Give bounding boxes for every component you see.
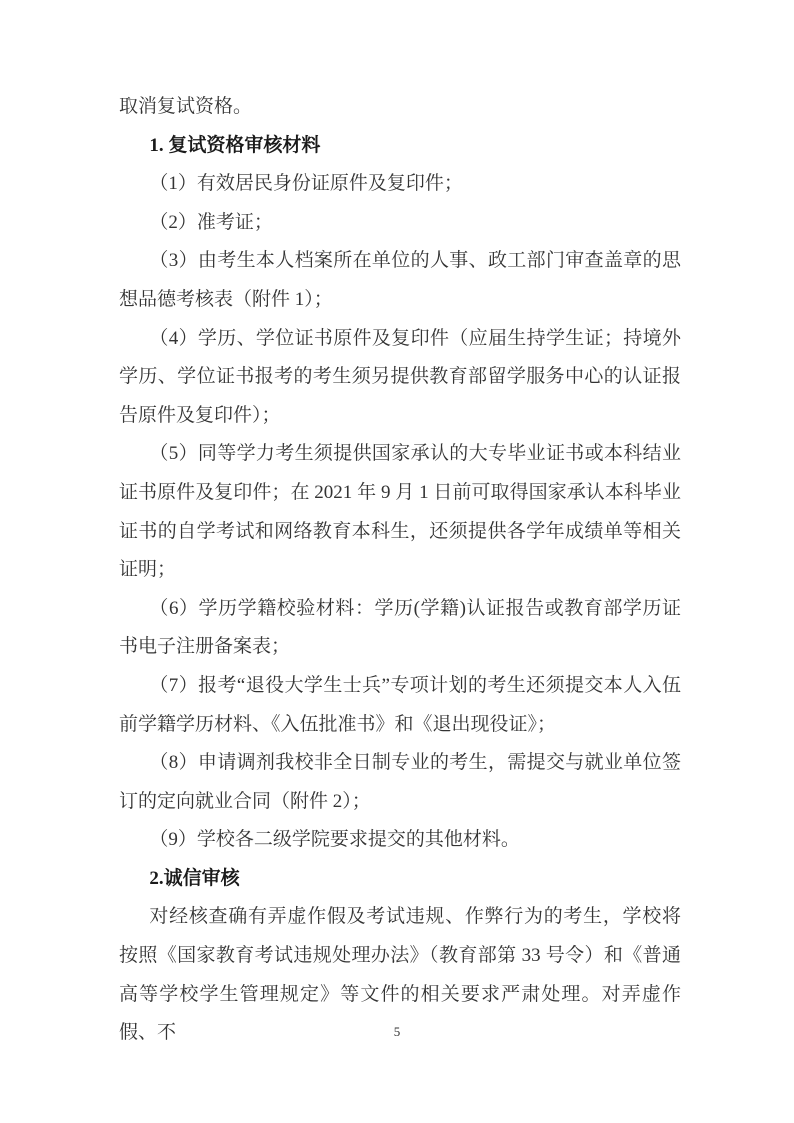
review-material-item-1: （1）有效居民身份证原件及复印件；: [149, 173, 463, 195]
review-material-item-6: （6）学历学籍校验材料：学历(学籍)认证报告或教育部学历证书电子注册备案表；: [119, 597, 681, 658]
review-material-item-9: （9）学校各二级学院要求提交的其他材料。: [149, 829, 520, 851]
review-material-item-3: （3）由考生本人档案所在单位的人事、政工部门审查盖章的思想品德考核表（附件 1）；: [119, 250, 681, 310]
review-material-item-2: （2）准考证；: [149, 211, 273, 233]
section-heading-review-materials: 1. 复试资格审核材料: [149, 134, 321, 156]
review-material-item-5: （5）同等学力考生须提供国家承认的大专毕业证书或本科结业证书原件及复印件；在 2021 年 9 月 1 日前可取得国家承认本科毕业证书的自学考试和网络教育本科生，还须提供各学年成绩单等相关证明；: [119, 443, 681, 581]
section-heading-integrity-review: 2.诚信审核: [149, 867, 240, 889]
document-body: [119, 88, 681, 1053]
paragraph-integrity-review: 对经核查确有弄虚作假及考试违规、作弊行为的考生，学校将按照《国家教育考试违规处理办法》（教育部第 33 号令）和《普通高等学校学生管理规定》等文件的相关要求严肃处理。对弄虚作假、不: [119, 906, 681, 1044]
page-number: 5: [393, 1024, 401, 1039]
review-material-item-4: （4）学历、学位证书原件及复印件（应届生持学生证；持境外学历、学位证书报考的考生须另提供教育部留学服务中心的认证报告原件及复印件）；: [119, 327, 681, 426]
review-material-item-8: （8）申请调剂我校非全日制专业的考生，需提交与就业单位签订的定向就业合同（附件 2）；: [119, 752, 681, 812]
review-material-item-7: （7）报考“退役大学生士兵”专项计划的考生还须提交本人入伍前学籍学历材料、《入伍批准书》和《退出现役证》；: [119, 674, 681, 735]
paragraph-intro: 取消复试资格。: [119, 96, 253, 117]
